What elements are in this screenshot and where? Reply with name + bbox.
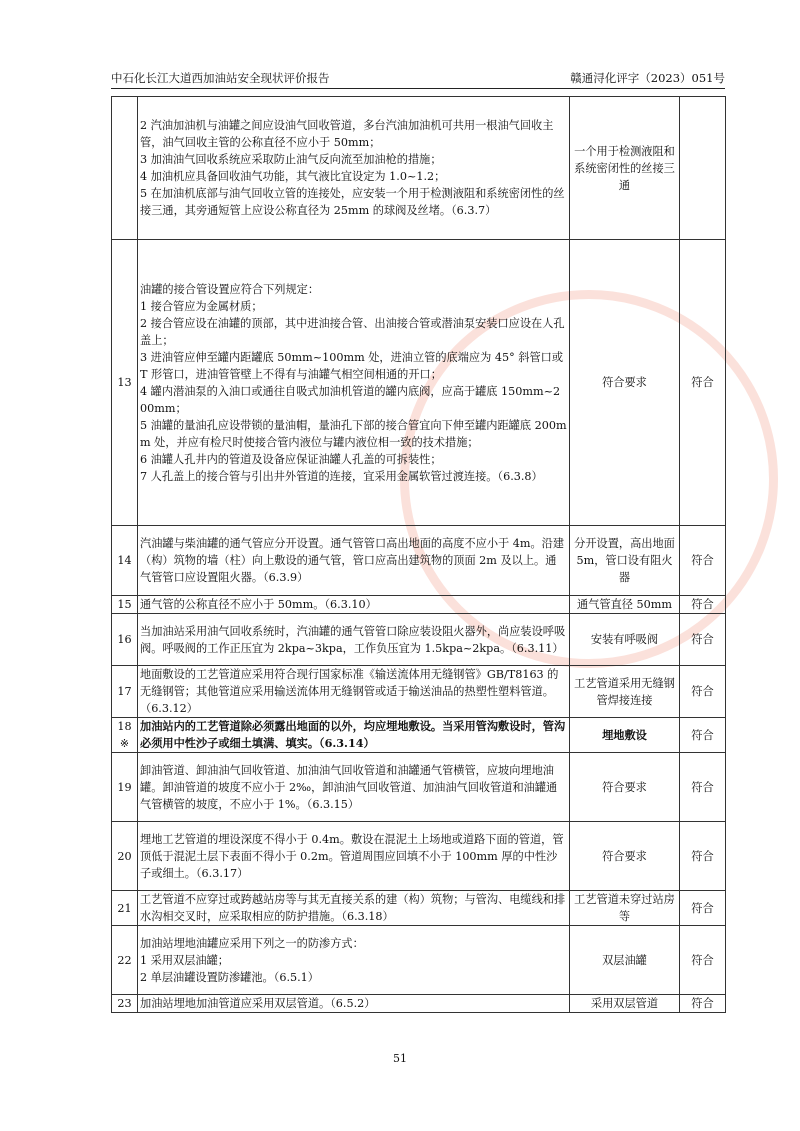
requirement-line: 2 单层油罐设置防渗罐池。（6.5.1） [140,970,319,984]
item-number-cell: 21 [112,891,138,926]
requirement-line: 3 加油油气回收系统应采取防止油气反向流至加油枪的措施； [140,153,442,166]
item-number-cell: 13 [112,240,138,526]
safety-checklist-table [111,96,726,1013]
item-number-cell: 22 [112,926,138,995]
running-header [111,68,725,86]
actual-condition-cell: 工艺管道未穿过站房等 [570,891,680,926]
table-row [112,596,726,614]
result-cell: 符合 [680,718,726,753]
table-row [112,666,726,718]
item-number-cell: 16 [112,614,138,666]
requirement-line: 3 进油管应伸至罐内距罐底 50mm~100mm 处，进油立管的底端应为 45° 斜管口或 T 形管口，进油管管壁上不得有与油罐气相空间相通的开口； [140,350,564,381]
table-row [112,240,726,526]
requirement-line: 当加油站采用油气回收系统时，汽油罐的通气管管口除应装设阻火器外，尚应装设呼吸阀。呼吸阀的工作正压宜为 2kpa~3kpa，工作负压宜为 1.5kpa~2kpa。（6.3.11） [140,624,566,655]
table-row [112,718,726,753]
requirement-line: 加油站内的工艺管道除必须露出地面的以外，均应埋地敷设。当采用管沟敷设时，管沟必须用中性沙子或细土填满、填实。（6.3.14） [140,719,566,750]
result-cell: 符合 [680,666,726,718]
actual-condition-cell: 符合要求 [570,753,680,822]
requirement-cell [138,596,570,614]
result-cell: 符合 [680,926,726,995]
report-code: 赣通浔化评字（2023）051号 [570,71,725,85]
requirement-line: 汽油罐与柴油罐的通气管应分开设置。通气管管口高出地面的高度不应小于 4m。沿建（构）筑物的墙（柱）向上敷设的通气管，管口应高出建筑物的顶面 2m 及以上。通气管管口应设置阻火器。（6.3.9） [140,537,565,584]
table-row [112,614,726,666]
result-cell: 符合 [680,753,726,822]
actual-condition-cell: 分开设置，高出地面 5m，管口设有阻火器 [570,526,680,596]
requirement-cell [138,614,570,666]
item-number-cell [112,97,138,240]
requirement-line: 工艺管道不应穿过或跨越站房等与其无直接关系的建（构）筑物；与管沟、电缆线和排水沟相交叉时，应采取相应的防护措施。（6.3.18） [140,893,566,923]
requirement-cell [138,995,570,1013]
requirement-line: 地面敷设的工艺管道应采用符合现行国家标准《输送流体用无缝钢管》GB/T8163 的无缝钢管；其他管道应采用输送流体用无缝钢管或适于输送油品的热塑性塑料管道。（6.3.12） [140,668,559,715]
actual-condition-cell: 符合要求 [570,822,680,891]
requirement-line: 2 接合管应设在油罐的顶部，其中进油接合管、出油接合管或潜油泵安装口应设在人孔盖上； [140,316,565,347]
result-cell: 符合 [680,614,726,666]
item-number-cell: 20 [112,822,138,891]
result-cell: 符合 [680,995,726,1013]
report-title: 中石化长江大道西加油站安全现状评价报告 [111,71,330,85]
requirement-cell [138,97,570,240]
requirement-line: 1 采用双层油罐； [140,953,229,967]
requirement-line: 1 接合管应为金属材质； [140,299,263,313]
table-row [112,995,726,1013]
requirement-line: 2 汽油加油机与油罐之间应设油气回收管道，多台汽油加油机可共用一根油气回收主管，油气回收主管的公称直径不应小于 50mm； [140,119,554,149]
requirement-cell [138,240,570,526]
page-number: 51 [393,1052,407,1065]
requirement-cell [138,753,570,822]
result-cell: 符合 [680,526,726,596]
item-number-cell: 17 [112,666,138,718]
requirement-cell [138,822,570,891]
table-row [112,753,726,822]
table-row [112,822,726,891]
result-cell: 符合 [680,596,726,614]
requirement-line: 埋地工艺管道的埋设深度不得小于 0.4m。敷设在混泥土上场地或道路下面的管道，管顶低于混泥土层下表面不得小于 0.2m。管道周围应回填不小于 100mm 厚的中性沙子或细土。（6.3.17） [140,832,564,880]
requirement-line: 加油站埋地油罐应采用下列之一的防渗方式： [140,936,364,950]
table-row [112,97,726,240]
actual-condition-cell: 埋地敷设 [570,718,680,753]
result-cell [680,97,726,240]
requirement-line: 4 加油机应具备回收油气功能，其气液比宜设定为 1.0~1.2； [140,170,446,183]
requirement-cell [138,891,570,926]
item-number-cell: 19 [112,753,138,822]
item-number-cell: 15 [112,596,138,614]
table-row [112,926,726,995]
header-rule [111,88,725,89]
requirement-line: 5 油罐的量油孔应设带锁的量油帽，量油孔下部的接合管宜向下伸至罐内距罐底 200mm 处，并应有检尺时使接合管内液位与罐内液位相一致的技术措施； [140,418,567,449]
result-cell: 符合 [680,240,726,526]
table-row [112,891,726,926]
item-number-cell: 18※ [112,718,138,753]
actual-condition-cell: 符合要求 [570,240,680,526]
requirement-cell [138,718,570,753]
actual-condition-cell: 工艺管道采用无缝钢管焊接连接 [570,666,680,718]
requirement-cell [138,926,570,995]
requirement-line: 油罐的接合管设置应符合下列规定： [140,282,320,296]
requirement-line: 6 油罐人孔井内的管道及设备应保证油罐人孔盖的可拆装性； [140,452,442,466]
actual-condition-cell: 安装有呼吸阀 [570,614,680,666]
result-cell: 符合 [680,822,726,891]
requirement-cell [138,526,570,596]
result-cell: 符合 [680,891,726,926]
requirement-line: 7 人孔盖上的接合管与引出井外管道的连接，宜采用金属软管过渡连接。（6.3.8） [140,469,543,483]
actual-condition-cell: 通气管直径 50mm [570,596,680,614]
requirement-line: 5 在加油机底部与油气回收立管的连接处，应安装一个用于检测液阻和系统密闭性的丝接三通，其旁通短管上应设公称直径为 25mm 的球阀及丝堵。（6.3.7） [140,187,565,217]
actual-condition-cell: 一个用于检测液阻和系统密闭性的丝接三通 [570,97,680,240]
requirement-line: 4 罐内潜油泵的入油口或通往自吸式加油机管道的罐内底阀，应高于罐底 150mm~200mm； [140,384,561,415]
item-number-cell: 14 [112,526,138,596]
item-number-cell: 23 [112,995,138,1013]
requirement-line: 卸油管道、卸油油气回收管道、加油油气回收管道和油罐通气管横管，应坡向埋地油罐。卸油管道的坡度不应小于 2‰，卸油油气回收管道、加油油气回收管道和油罐通气管横管的坡度，不应小于 1%。（6.3.15） [140,763,558,811]
table-row [112,526,726,596]
actual-condition-cell: 双层油罐 [570,926,680,995]
actual-condition-cell: 采用双层管道 [570,995,680,1013]
requirement-line: 通气管的公称直径不应小于 50mm。（6.3.10） [140,598,377,611]
requirement-line: 加油站埋地加油管道应采用双层管道。（6.5.2） [140,997,376,1010]
requirement-cell [138,666,570,718]
